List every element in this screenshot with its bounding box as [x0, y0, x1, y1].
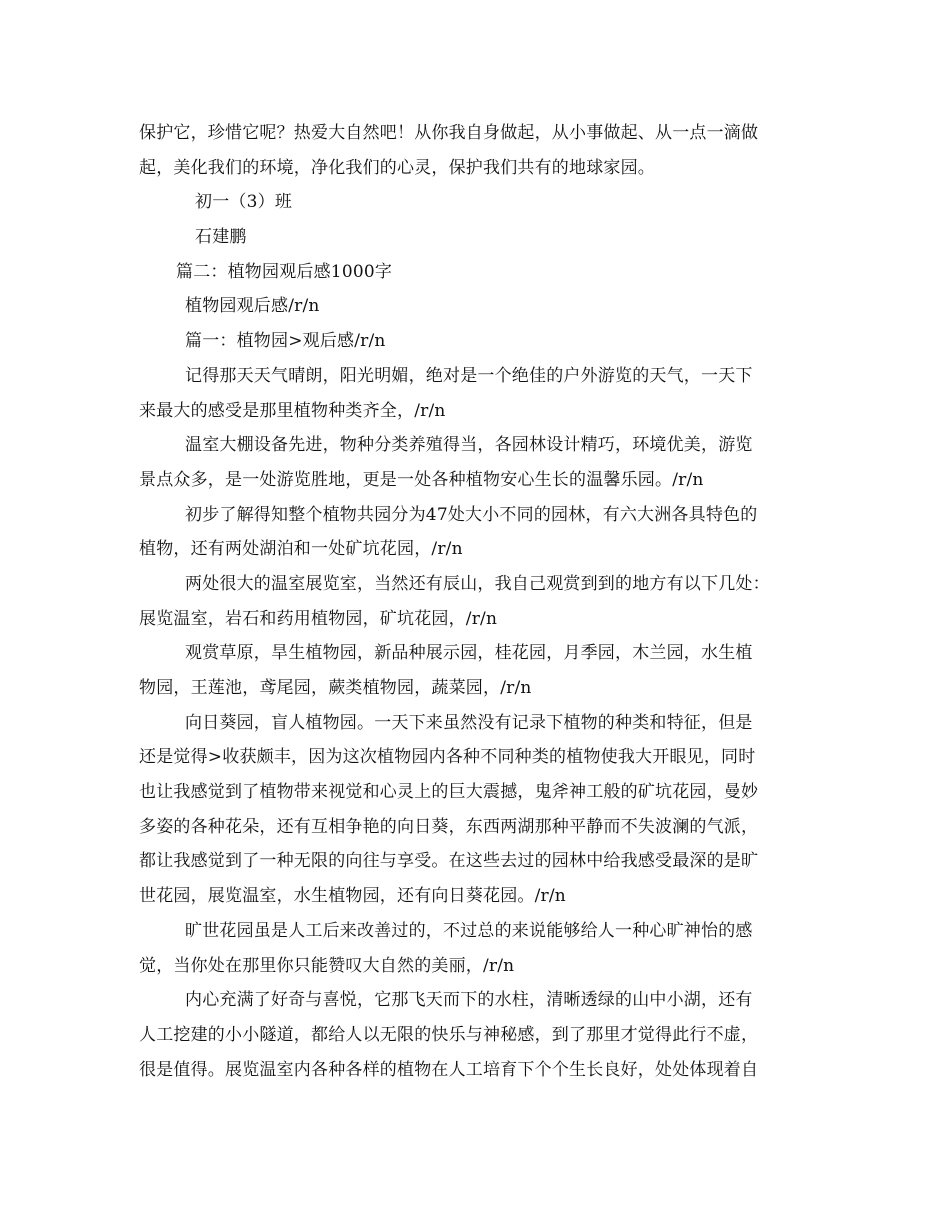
paragraph-start: 记得那天天气晴朗，阳光明媚，绝对是一个绝佳的户外游览的天气，一天下 — [185, 365, 753, 386]
text-line: 都让我感觉到了一种无限的向往与享受。在这些去过的园林中给我感受最深的是旷 — [139, 851, 759, 872]
paragraph-start: 内心充满了好奇与喜悦，它那飞天而下的水柱，清晰透绿的山中小湖，还有 — [185, 990, 753, 1011]
text-line: 人工挖建的小小隧道，都给人以无限的快乐与神秘感，到了那里才觉得此行不虚， — [139, 1024, 759, 1045]
text-line: 也让我感觉到了植物带来视觉和心灵上的巨大震撼，鬼斧神工般的矿坑花园，曼妙 — [139, 782, 759, 803]
article-title: 植物园观后感/r/n — [185, 296, 320, 317]
text-line: 很是值得。展览温室内各种各样的植物在人工培育下个个生长良好，处处体现着自 — [139, 1059, 759, 1080]
text-line: 觉，当你处在那里你只能赞叹大自然的美丽，/r/n — [139, 955, 515, 976]
section-heading: 篇二：植物园观后感1000字 — [176, 261, 393, 282]
text-line: 保护它，珍惜它呢？热爱大自然吧！从你我自身做起，从小事做起、从一点一滴做 — [139, 123, 759, 143]
author-name: 石建鹏 — [195, 227, 247, 248]
paragraph-start: 初步了解得知整个植物共园分为47处大小不同的园林，有六大洲各具特色的 — [185, 504, 758, 525]
text-line: 来最大的感受是那里植物种类齐全，/r/n — [139, 400, 446, 421]
text-line: 起，美化我们的环境，净化我们的心灵，保护我们共有的地球家园。 — [139, 157, 655, 178]
text-line: 还是觉得>收获颇丰，因为这次植物园内各种不同种类的植物使我大开眼见，同时 — [139, 747, 756, 768]
paragraph-start: 两处很大的温室展览室，当然还有辰山，我自己观赏到到的地方有以下几处： — [185, 573, 770, 594]
paragraph-start: 温室大棚设备先进，物种分类养殖得当，各园林设计精巧，环境优美，游览 — [185, 435, 753, 456]
paragraph-start: 向日葵园，盲人植物园。一天下来虽然没有记录下植物的种类和特征，但是 — [185, 712, 753, 733]
text-line: 物园，王莲池，鸢尾园，蕨类植物园，蔬菜园，/r/n — [139, 678, 532, 698]
text-line: 景点众多，是一处游览胜地，更是一处各种植物安心生长的温馨乐园。/r/n — [139, 469, 704, 490]
text-line: 多姿的各种花朵，还有互相争艳的向日葵，东西两湖那种平静而不失波澜的气派， — [139, 816, 759, 837]
paragraph-start: 观赏草原，旱生植物园，新品种展示园，桂花园，月季园，木兰园，水生植 — [185, 643, 753, 664]
text-line: 世花园，展览温室，水生植物园，还有向日葵花园。/r/n — [139, 886, 566, 907]
text-line: 展览温室，岩石和药用植物园，矿坑花园，/r/n — [139, 608, 498, 629]
class-label: 初一（3）班 — [195, 192, 293, 213]
text-line: 植物，还有两处湖泊和一处矿坑花园，/r/n — [139, 539, 463, 560]
paragraph-start: 旷世花园虽是人工后来改善过的，不过总的来说能够给人一种心旷神怡的感 — [185, 920, 753, 941]
subsection-heading: 篇一：植物园>观后感/r/n — [185, 331, 386, 352]
document-body — [139, 116, 829, 1087]
